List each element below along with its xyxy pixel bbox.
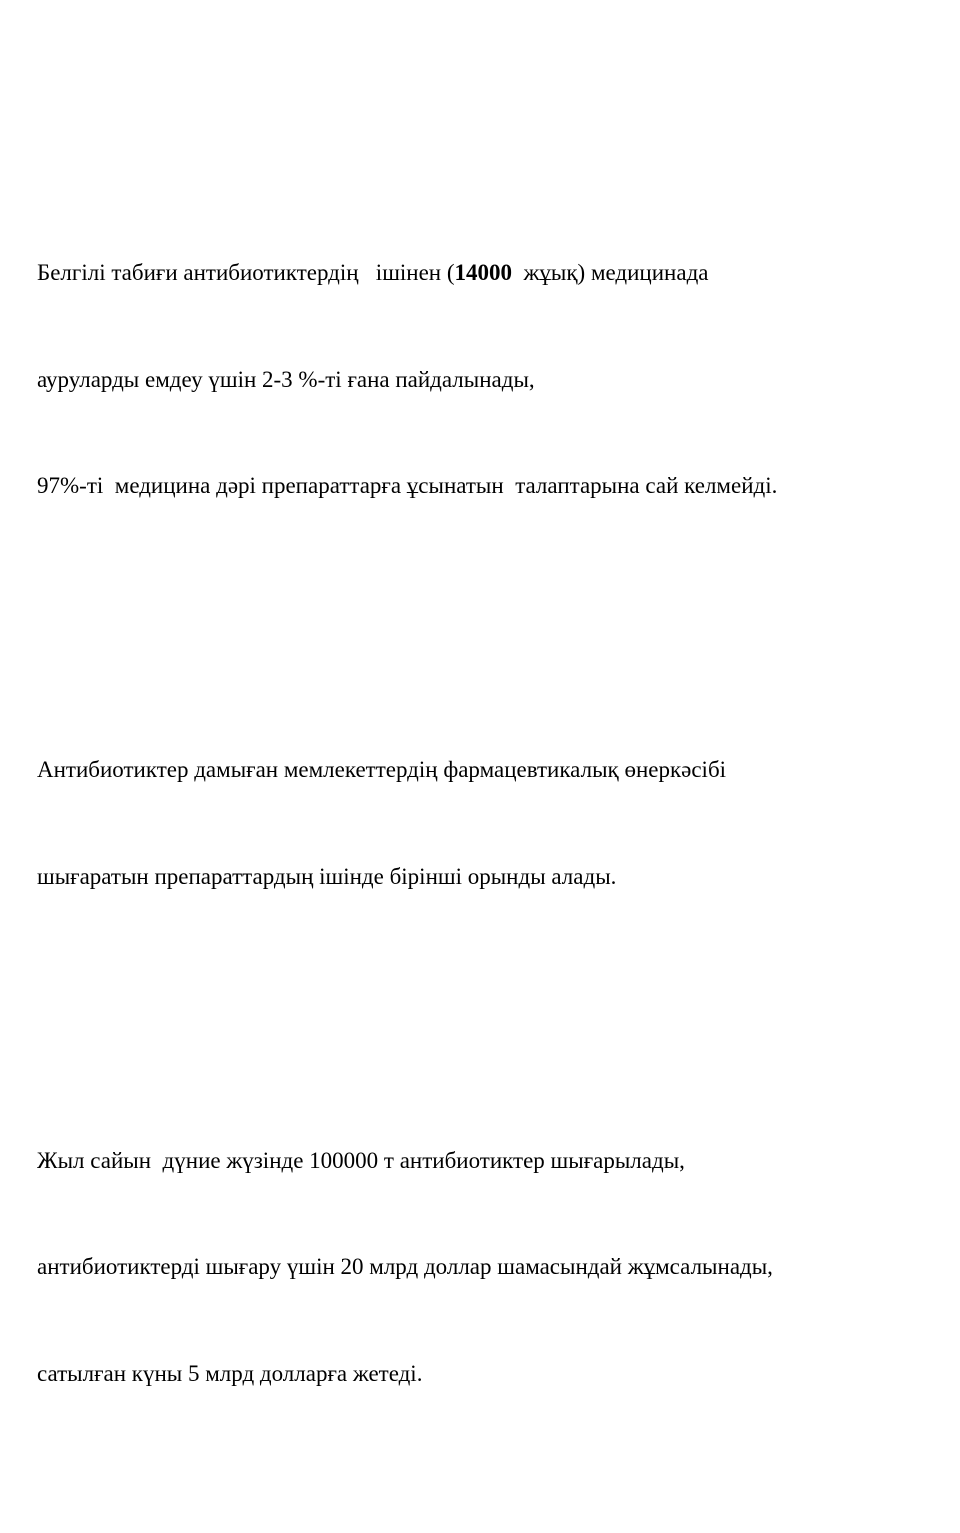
text-segment: Белгілі табиғи антибиотиктердің ішінен (: [37, 260, 455, 285]
text-line: 97%-ті медицина дәрі препараттарға ұсынатын талаптарына сай келмейді.: [37, 473, 778, 498]
text-line: шығаратын препараттардың ішінде бірінші орынды алады.: [37, 863, 617, 889]
text-line: Антибиотиктер дамыған мемлекеттердің фармацевтикалық өнеркәсібі: [37, 757, 727, 782]
text-segment: жұық) медицинада: [512, 260, 709, 285]
text-line: антибиотиктерді шығару үшін 20 млрд доллар шамасындай жұмсалынады,: [37, 1254, 773, 1279]
text-line: ауруларды емдеу үшін 2-3 %-ті ғана пайдалынады,: [37, 366, 535, 392]
paragraph-production-stats: [37, 1072, 937, 1463]
text-line: сатылған күны 5 млрд долларға жетеді.: [37, 1360, 423, 1386]
body-text: [37, 113, 937, 1533]
text-line: Жыл сайын дүние жүзінде 100000 т антибиотиктер шығарылады,: [37, 1147, 685, 1173]
paragraph-pharma-industry: [37, 681, 937, 965]
text-line: [37, 255, 937, 291]
bold-number: 14000: [454, 260, 513, 285]
paragraph-antibiotics-usage: [37, 184, 937, 575]
